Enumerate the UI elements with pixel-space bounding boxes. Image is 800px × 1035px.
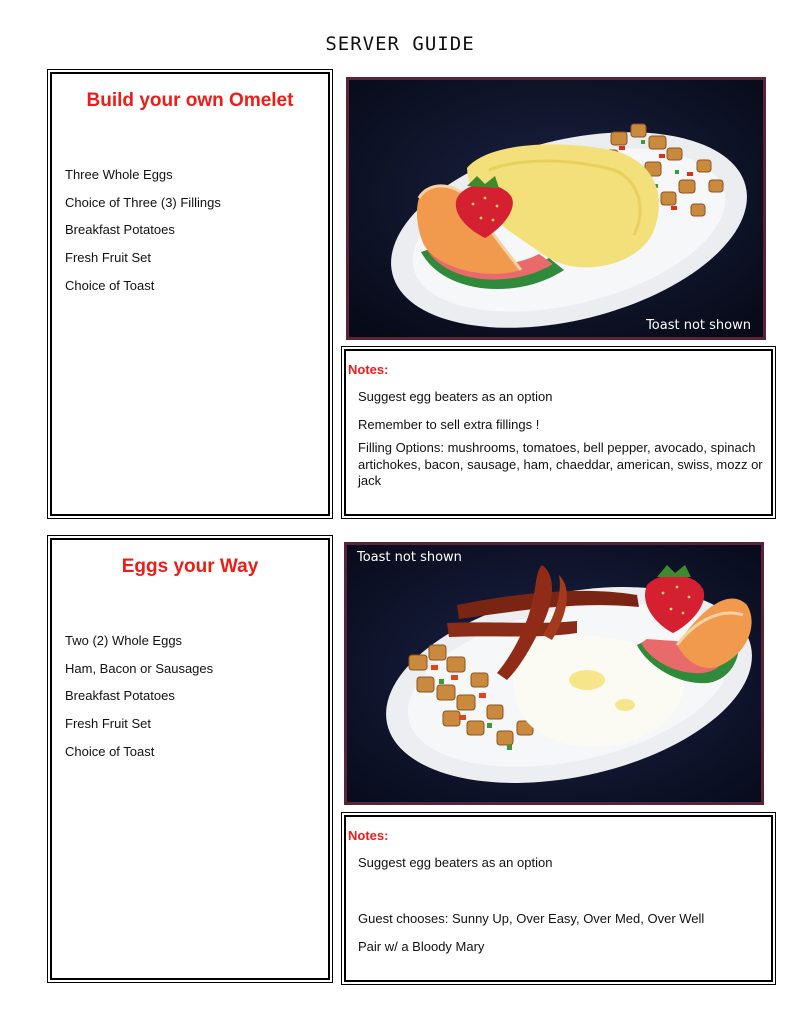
eggs-notes-box <box>344 815 773 982</box>
list-item: Fresh Fruit Set <box>65 716 151 732</box>
eggs-menu-card <box>50 538 330 980</box>
eggs-title: Eggs your Way <box>121 556 259 577</box>
note-line: Suggest egg beaters as an option <box>358 855 553 870</box>
list-item: Fresh Fruit Set <box>65 250 151 266</box>
list-item: Two (2) Whole Eggs <box>65 633 183 648</box>
note-line: Remember to sell extra fillings ! <box>358 417 540 432</box>
page-title: SERVER GUIDE <box>325 33 475 55</box>
note-line: Suggest egg beaters as an option <box>358 389 553 404</box>
omelet-plate-illustration <box>349 80 763 337</box>
omelet-items-list <box>65 167 221 305</box>
note-line: Pair w/ a Bloody Mary <box>358 939 485 954</box>
list-item: Ham, Bacon or Sausages <box>65 660 214 676</box>
list-item: Choice of Toast <box>65 743 155 759</box>
eggs-items-list <box>65 633 213 771</box>
photo-caption: Toast not shown <box>646 318 751 333</box>
omelet-title: Build your own Omelet <box>86 90 294 111</box>
list-item: Choice of Toast <box>65 277 155 293</box>
eggs-photo <box>344 542 764 805</box>
omelet-photo <box>346 77 766 340</box>
notes-label: Notes: <box>348 362 389 377</box>
photo-caption: Toast not shown <box>357 550 462 565</box>
omelet-notes-box <box>344 349 773 516</box>
note-line: Guest chooses: Sunny Up, Over Easy, Over Med, Over Well <box>358 911 705 926</box>
list-item: Breakfast Potatoes <box>65 222 175 238</box>
list-item: Choice of Three (3) Fillings <box>65 194 221 210</box>
note-line: Filling Options: mushrooms, tomatoes, bell pepper, avocado, spinach artichokes, bacon, sausage, ham, chaeddar, american, swiss, mozz or jack <box>358 440 763 488</box>
list-item: Three Whole Eggs <box>65 167 173 182</box>
omelet-menu-card <box>50 72 330 516</box>
list-item: Breakfast Potatoes <box>65 688 175 704</box>
notes-label: Notes: <box>348 828 389 843</box>
eggs-plate-illustration <box>347 545 761 802</box>
